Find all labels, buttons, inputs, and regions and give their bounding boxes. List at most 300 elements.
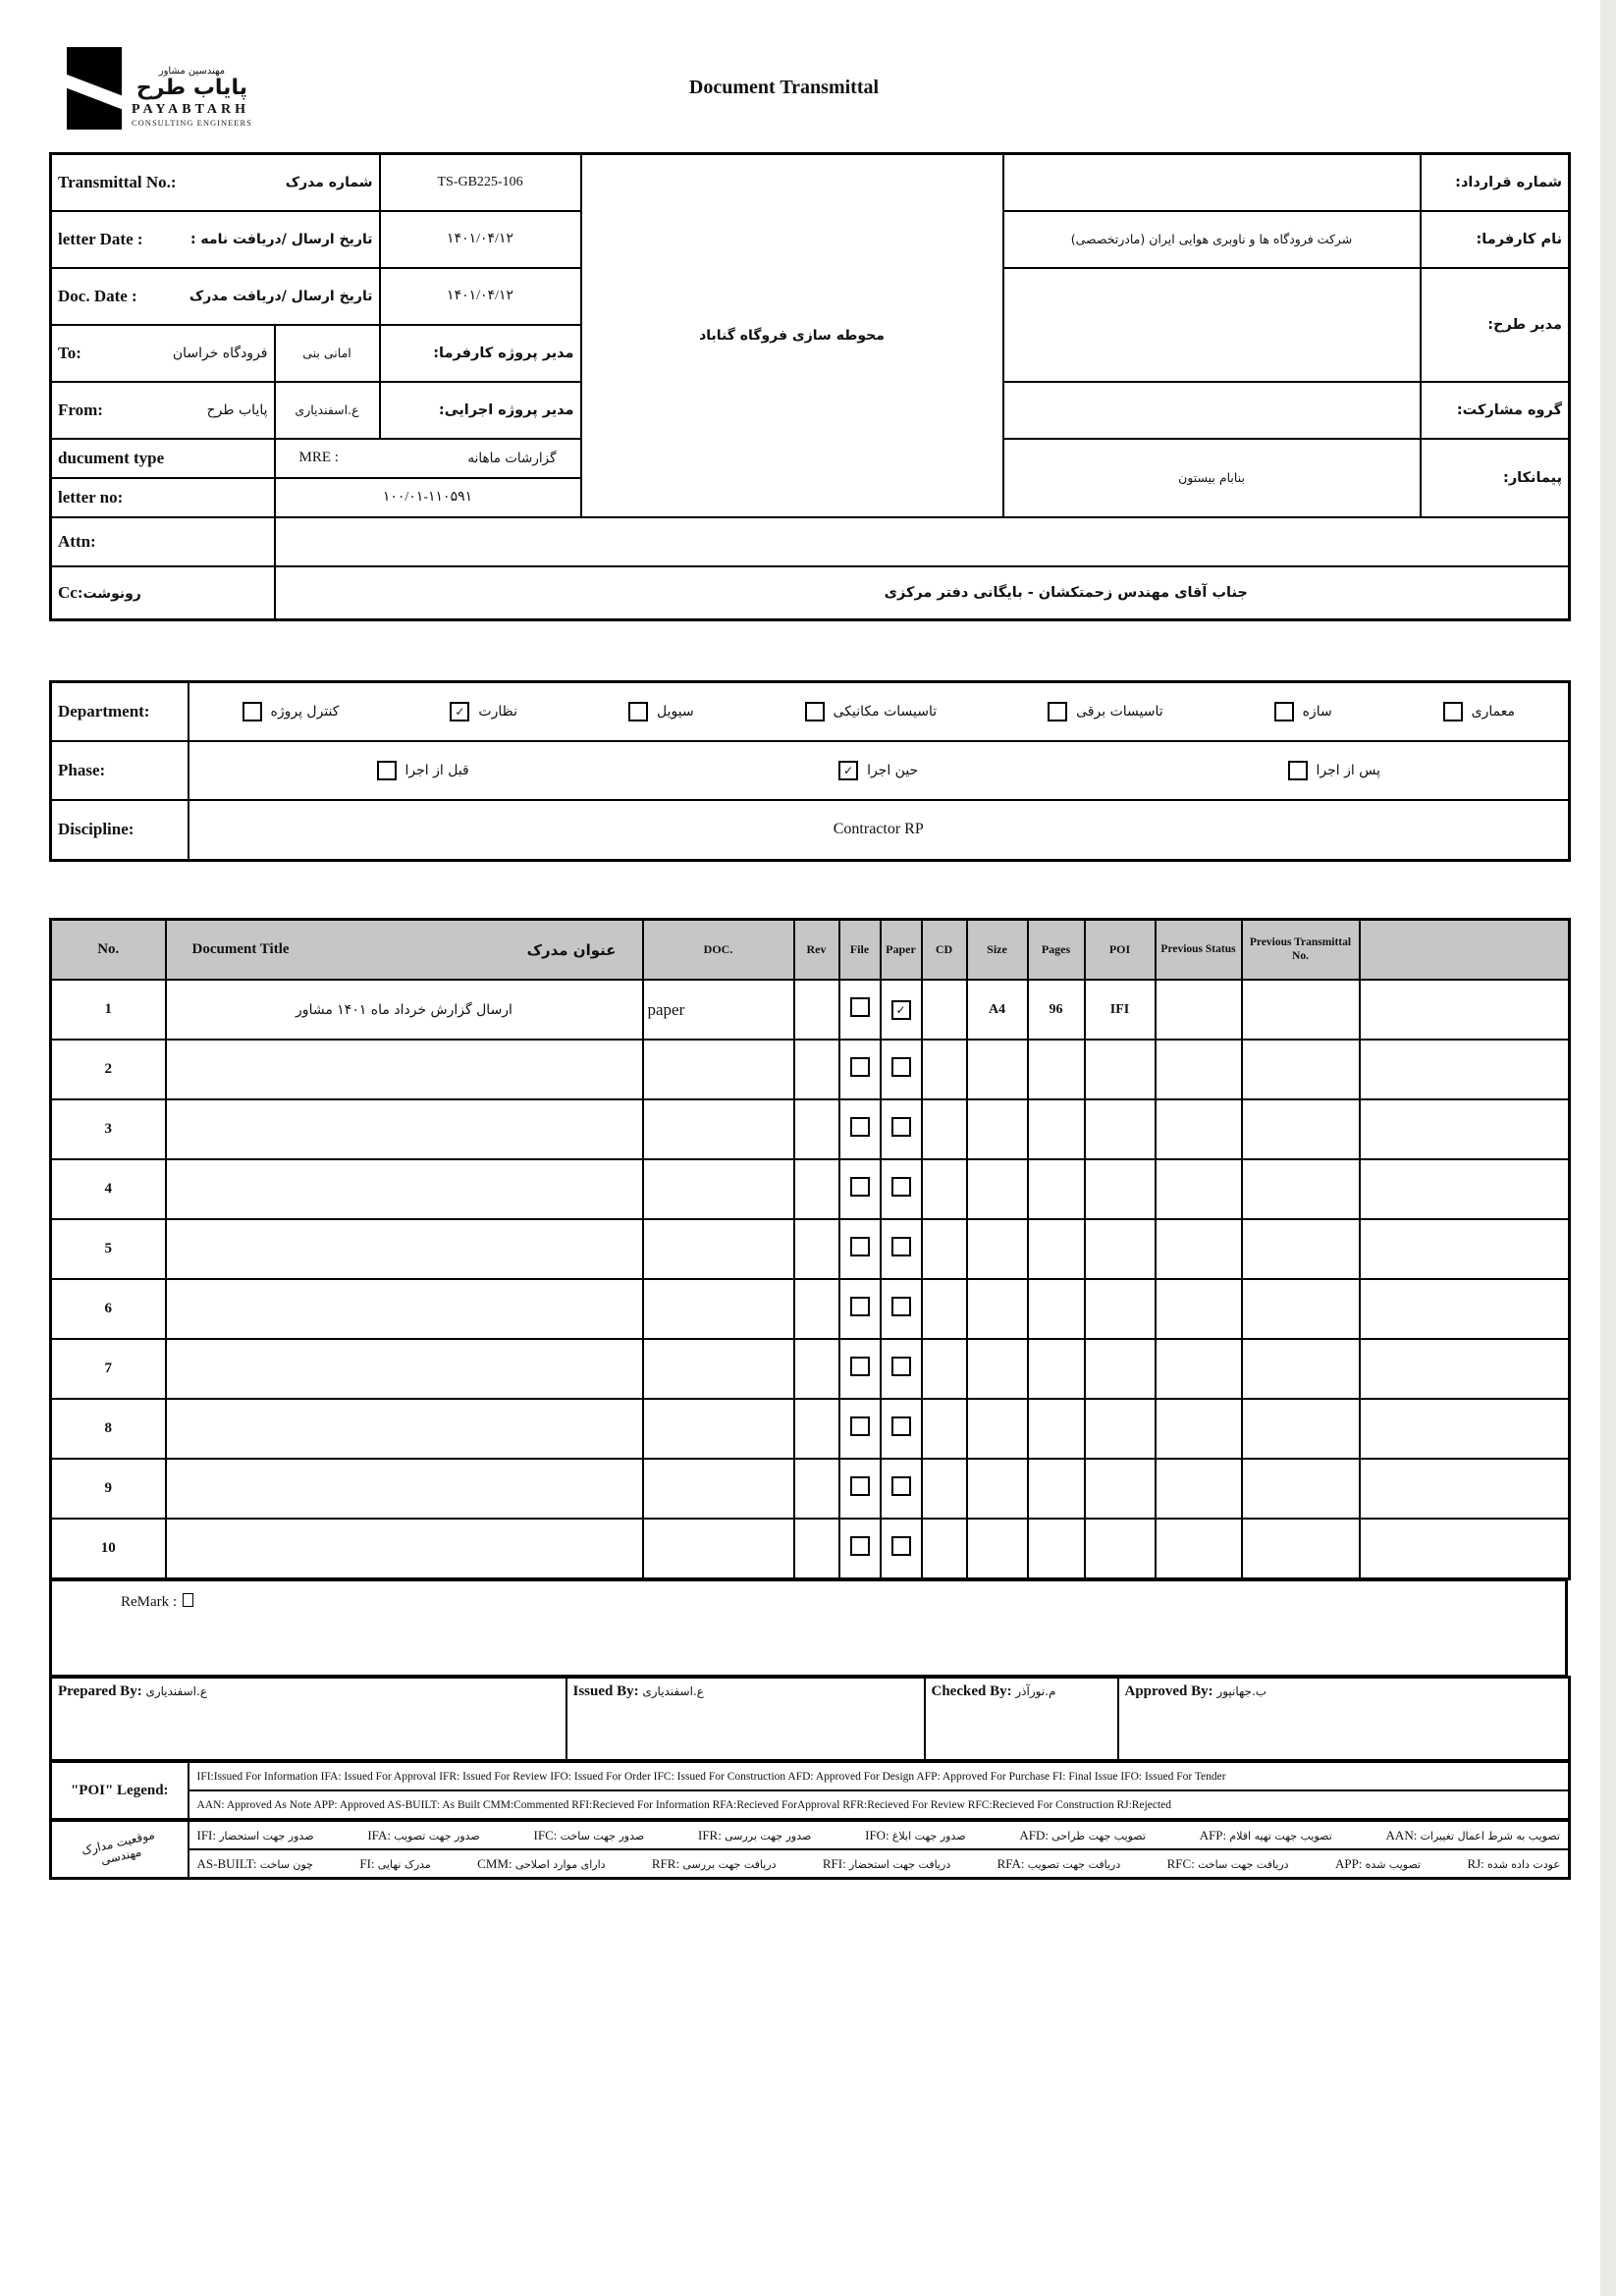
phase-label-cell [51, 741, 189, 800]
discipline-label: Discipline: [58, 820, 135, 839]
phase-option[interactable] [838, 761, 918, 780]
doc-cell-poi [1085, 1099, 1156, 1159]
department-options-cell [189, 682, 1570, 741]
doc-type-value-cell [275, 439, 581, 478]
doc-cell-no: 5 [51, 1219, 166, 1279]
doc-cell-no: 2 [51, 1040, 166, 1099]
fa-legend-item [1335, 1856, 1421, 1872]
fa-legend-item-text: صدور جهت تصویب [394, 1829, 480, 1842]
doc-cell-blank [1360, 1219, 1570, 1279]
doc-cell-no: 1 [51, 980, 166, 1040]
signatures-table [49, 1676, 1571, 1762]
fa-legend-item-code: AS-BUILT: [196, 1855, 260, 1871]
doc-cell-rev [794, 1099, 839, 1159]
doc-cell-pages [1028, 1459, 1085, 1519]
doc-cell-no: 7 [51, 1339, 166, 1399]
doc-cell-paper-checked-icon[interactable]: ✓ [891, 1000, 911, 1020]
letter-date-label-fa: تاریخ ارسال /دریافت نامه : [189, 231, 373, 247]
poi-legend-line-2: AAN: Approved As Note APP: Approved AS-BUILT: As Built CMM:Commented RFI:Recieved For Information RFA:Recieved ForApproval RFR:Recieved For Review RFC:Recieved For Construction RJ:Rejected [189, 1790, 1570, 1820]
fa-legend-item [698, 1828, 811, 1843]
col-header-doc: DOC. [643, 920, 794, 981]
doc-type-label: ducument type [58, 448, 165, 467]
client-name-value: شرکت فرودگاه ها و ناوبری هوایی ایران (مادرتخصصی) [1003, 211, 1421, 268]
cc-value: جناب آقای مهندس زحمتکشان - بایگانی دفتر مرکزی [275, 566, 1570, 620]
doc-cell-poi [1085, 1279, 1156, 1339]
doc-cell-prev-transmittal [1242, 1279, 1360, 1339]
doc-cell-prev-status [1156, 1099, 1242, 1159]
fa-legend-row-1-cell [189, 1821, 1570, 1850]
doc-cell-prev-transmittal [1242, 1459, 1360, 1519]
fa-legend-item-code: IFO: [865, 1827, 892, 1842]
doc-cell-title [166, 1519, 643, 1579]
fa-legend-item-text: صدور جهت بررسی [725, 1829, 812, 1842]
from-cell [51, 382, 275, 439]
doc-cell-poi [1085, 1159, 1156, 1219]
doc-cell-rev [794, 1399, 839, 1459]
doc-cell-prev-status [1156, 1159, 1242, 1219]
remark-label: ReMark : [121, 1594, 178, 1610]
doc-cell-prev-status [1156, 1040, 1242, 1099]
department-checkbox-icon[interactable] [1443, 702, 1463, 721]
doc-cell-file-icon[interactable] [850, 1057, 870, 1077]
doc-cell-size: A4 [967, 980, 1028, 1040]
doc-cell-file [839, 1279, 881, 1339]
fa-legend-item-code: RFA: [997, 1855, 1028, 1871]
doc-cell-rev [794, 1519, 839, 1579]
letter-no-label-cell [51, 478, 275, 517]
signature-cell [566, 1678, 925, 1761]
doc-cell-blank [1360, 1040, 1570, 1099]
department-label: Department: [58, 701, 150, 721]
doc-cell-blank [1360, 1099, 1570, 1159]
doc-cell-doc [643, 1099, 794, 1159]
doc-cell-no: 4 [51, 1159, 166, 1219]
jv-label: گروه مشارکت: [1421, 382, 1570, 439]
doc-cell-title [166, 1040, 643, 1099]
doc-cell-cd [922, 980, 967, 1040]
doc-cell-poi [1085, 1040, 1156, 1099]
doc-cell-paper-icon[interactable] [891, 1057, 911, 1077]
doc-cell-blank [1360, 1279, 1570, 1339]
to-label: To: [58, 343, 81, 362]
doc-cell-blank [1360, 980, 1570, 1040]
fa-legend-item-code: AFD: [1019, 1827, 1052, 1842]
doc-cell-paper [881, 1339, 922, 1399]
fa-legend-item [1200, 1828, 1332, 1843]
department-checkbox-checked-icon[interactable]: ✓ [450, 702, 469, 721]
doc-cell-cd [922, 1279, 967, 1339]
doc-cell-blank [1360, 1519, 1570, 1579]
doc-cell-title [166, 1219, 643, 1279]
transmittal-no-value: TS-GB225-106 [380, 154, 581, 211]
doc-cell-doc [643, 1519, 794, 1579]
phase-checkbox-row [195, 761, 1563, 780]
doc-cell-file-icon[interactable] [850, 1536, 870, 1556]
doc-cell-prev-transmittal [1242, 1099, 1360, 1159]
doc-cell-prev-transmittal [1242, 1519, 1360, 1579]
fa-legend-item-code: CMM: [477, 1855, 515, 1871]
doc-cell-doc [643, 1219, 794, 1279]
phase-option[interactable] [377, 761, 469, 780]
doc-cell-cd [922, 1459, 967, 1519]
department-label-cell [51, 682, 189, 741]
doc-cell-doc [643, 1399, 794, 1459]
poi-legend-line-1: IFI:Issued For Information IFA: Issued For Approval IFR: Issued For Review IFO: Issued For Order IFC: Issued For Construction AFD: Approved For Design AFP: Approved For Purchase FI: Final Issue IFO: Issued For Tender [189, 1762, 1570, 1791]
doc-cell-doc [643, 1159, 794, 1219]
doc-date-value: ۱۴۰۱/۰۴/۱۲ [380, 268, 581, 325]
doc-cell-blank [1360, 1159, 1570, 1219]
doc-cell-paper-icon[interactable] [891, 1357, 911, 1376]
attn-label-cell [51, 517, 275, 566]
fa-legend-item [197, 1856, 313, 1872]
doc-cell-size [967, 1099, 1028, 1159]
doc-cell-paper-icon[interactable] [891, 1536, 911, 1556]
doc-cell-pages [1028, 1519, 1085, 1579]
doc-cell-prev-status [1156, 1399, 1242, 1459]
doc-cell-cd [922, 1519, 967, 1579]
doc-cell-doc [643, 1279, 794, 1339]
doc-cell-prev-transmittal [1242, 1040, 1360, 1099]
fa-legend-row-2-cell [189, 1849, 1570, 1879]
to-value: فرودگاه خراسان [172, 345, 268, 361]
fa-legend-item [865, 1828, 965, 1843]
fa-legend-row-2 [197, 1856, 1561, 1872]
signature-cell [51, 1678, 566, 1761]
doc-cell-doc [643, 1459, 794, 1519]
phase-checkbox-icon[interactable] [377, 761, 397, 780]
poi-legend-table [49, 1760, 1571, 1821]
letter-date-label-cell [51, 211, 380, 268]
discipline-label-cell [51, 800, 189, 861]
doc-cell-prev-transmittal [1242, 1339, 1360, 1399]
signature-label: Approved By: [1124, 1683, 1217, 1699]
doc-cell-file-icon[interactable] [850, 1297, 870, 1316]
logo-name-en: PAYABTARH [132, 102, 250, 117]
signature-cell [1118, 1678, 1570, 1761]
doc-cell-pages [1028, 1399, 1085, 1459]
doc-cell-file-icon[interactable] [850, 1237, 870, 1256]
col-header-no: No. [51, 920, 166, 981]
department-checkbox-icon[interactable] [242, 702, 262, 721]
fa-legend-item [652, 1856, 777, 1872]
doc-cell-rev [794, 1040, 839, 1099]
department-option[interactable] [805, 702, 938, 721]
doc-cell-paper [881, 1399, 922, 1459]
fa-legend-item [823, 1856, 950, 1872]
doc-cell-no: 8 [51, 1399, 166, 1459]
phase-label: Phase: [58, 760, 106, 779]
col-header-prev-transmittal: Previous Transmittal No. [1242, 920, 1360, 981]
cc-label-cell [51, 566, 275, 620]
fa-legend-item-code: IFI: [196, 1827, 220, 1842]
doc-cell-file [839, 1099, 881, 1159]
fa-legend-item [367, 1828, 479, 1843]
doc-cell-file-icon[interactable] [850, 1416, 870, 1436]
doc-cell-poi [1085, 1459, 1156, 1519]
col-header-cd: CD [922, 920, 967, 981]
cc-label-en: Cc: [58, 582, 83, 602]
signature-label: Prepared By: [58, 1683, 146, 1699]
doc-cell-paper [881, 1519, 922, 1579]
doc-cell-doc [643, 1040, 794, 1099]
contractor-value: بنابام بیستون [1003, 439, 1421, 517]
doc-cell-pages [1028, 1339, 1085, 1399]
department-option[interactable] [628, 702, 694, 721]
doc-cell-paper-icon[interactable] [891, 1177, 911, 1197]
fa-legend-item-code: AAN: [1385, 1827, 1421, 1842]
doc-cell-title [166, 1399, 643, 1459]
doc-cell-poi [1085, 1339, 1156, 1399]
jv-value [1003, 382, 1421, 439]
doc-cell-prev-status [1156, 1219, 1242, 1279]
doc-cell-title [166, 1159, 643, 1219]
doc-cell-file-icon[interactable] [850, 1177, 870, 1197]
department-checkbox-row [195, 702, 1563, 721]
doc-date-label-en: Doc. Date : [58, 286, 137, 305]
logo-name-fa: پایاب طرح [135, 75, 247, 100]
department-checkbox-icon[interactable] [805, 702, 825, 721]
phase-option[interactable] [1288, 761, 1380, 780]
fa-legend-item-text: صدور جهت استحضار [219, 1829, 314, 1842]
doc-cell-prev-transmittal [1242, 980, 1360, 1040]
fa-legend-item [477, 1856, 605, 1872]
logo-subtitle-fa: مهندسین مشاور [158, 65, 226, 77]
doc-cell-pages [1028, 1099, 1085, 1159]
fa-legend-item-code: IFC: [533, 1827, 561, 1842]
doc-cell-pages: 96 [1028, 980, 1085, 1040]
letter-no-value: ۱۰۰/۰۱-۱۱۰۵۹۱ [275, 478, 581, 517]
department-option[interactable] [450, 702, 517, 721]
fa-legend-item-text: تصویب جهت طراحی [1051, 1829, 1146, 1842]
doc-table-row [51, 1459, 1570, 1519]
fa-legend-row-1 [197, 1828, 1561, 1843]
doc-cell-file [839, 1040, 881, 1099]
doc-cell-size [967, 1279, 1028, 1339]
doc-table-row [51, 1399, 1570, 1459]
doc-table-row [51, 1519, 1570, 1579]
doc-cell-paper-icon[interactable] [891, 1117, 911, 1137]
phase-option-label: قبل از اجرا [404, 762, 469, 778]
fa-legend-item-text: دریافت جهت ساخت [1198, 1857, 1289, 1871]
col-header-title [166, 920, 643, 981]
placeholder-box-icon [183, 1593, 193, 1607]
doc-cell-rev [794, 1219, 839, 1279]
col-header-file: File [839, 920, 881, 981]
department-option-label: سیویل [656, 703, 694, 720]
signature-label: Checked By: [931, 1683, 1016, 1699]
doc-table-row [51, 1159, 1570, 1219]
fa-legend-item [534, 1828, 645, 1843]
doc-cell-prev-status [1156, 1459, 1242, 1519]
doc-type-value-en: MRE : [298, 450, 339, 465]
client-pm-label: مدیر پروژه کارفرما: [380, 325, 581, 382]
fa-legend-item-text: چون ساخت [259, 1857, 313, 1871]
doc-cell-size [967, 1519, 1028, 1579]
letter-date-label-en: letter Date : [58, 229, 143, 248]
fa-legend-item-text: تصویب شده [1365, 1857, 1422, 1871]
signature-value: ب.جهانپور [1216, 1684, 1267, 1698]
doc-cell-poi [1085, 1519, 1156, 1579]
fa-legend-item-code: RFC: [1166, 1855, 1199, 1871]
doc-cell-rev [794, 1459, 839, 1519]
doc-cell-paper-icon[interactable] [891, 1416, 911, 1436]
poi-legend-label: "POI" Legend: [51, 1762, 189, 1820]
to-cell [51, 325, 275, 382]
classification-table [49, 680, 1571, 862]
fa-legend-item-code: FI: [359, 1855, 378, 1871]
attn-value-cell [275, 517, 1570, 566]
doc-cell-file-icon[interactable] [850, 1476, 870, 1496]
department-option-label: سازه [1302, 703, 1332, 720]
doc-cell-blank [1360, 1399, 1570, 1459]
col-header-size: Size [967, 920, 1028, 981]
letter-date-value: ۱۴۰۱/۰۴/۱۲ [380, 211, 581, 268]
doc-cell-title: ارسال گزارش خرداد ماه ۱۴۰۱ مشاور [166, 980, 643, 1040]
documents-section [49, 918, 1568, 1880]
doc-type-label-cell [51, 439, 275, 478]
remark-box [49, 1578, 1568, 1678]
col-header-pages: Pages [1028, 920, 1085, 981]
signature-value: ع.اسفندیاری [642, 1684, 704, 1698]
fa-legend-label: موقعیت مدارک مهندسی [51, 1821, 189, 1879]
doc-cell-cd [922, 1159, 967, 1219]
doc-cell-cd [922, 1339, 967, 1399]
signatures-row [51, 1678, 1570, 1761]
doc-cell-prev-status [1156, 1279, 1242, 1339]
fa-legend-item-text: دریافت جهت تصویب [1027, 1857, 1121, 1871]
doc-cell-cd [922, 1040, 967, 1099]
department-option[interactable] [1443, 702, 1515, 721]
doc-cell-file [839, 1159, 881, 1219]
fa-legend-item [1386, 1828, 1560, 1843]
signature-value: م.نورآذر [1015, 1684, 1056, 1698]
doc-cell-paper-icon[interactable] [891, 1237, 911, 1256]
fa-legend-item-code: RFR: [651, 1855, 683, 1871]
transmittal-no-label-fa: شماره مدرک [285, 174, 373, 190]
doc-cell-prev-status [1156, 1339, 1242, 1399]
fa-legend-item-text: تصویب جهت تهیه اقلام [1229, 1829, 1332, 1842]
doc-cell-pages [1028, 1279, 1085, 1339]
scan-edge-shadow [1600, 0, 1616, 2296]
fa-legend-item-code: AFP: [1199, 1827, 1230, 1842]
doc-cell-title [166, 1339, 643, 1399]
doc-cell-paper-icon[interactable] [891, 1476, 911, 1496]
exec-pm-label: مدیر پروژه اجرایی: [380, 382, 581, 439]
fa-legend-item [997, 1856, 1121, 1872]
department-option-label: معماری [1471, 703, 1515, 720]
col-header-title-fa: عنوان مدرک [526, 940, 617, 959]
doc-cell-paper-icon[interactable] [891, 1297, 911, 1316]
phase-checkbox-checked-icon[interactable]: ✓ [838, 761, 858, 780]
fa-legend-item-text: دریافت جهت بررسی [682, 1857, 777, 1871]
doc-cell-prev-status [1156, 980, 1242, 1040]
fa-legend-item-text: دارای موارد اصلاحی [514, 1857, 606, 1871]
doc-cell-file [839, 1519, 881, 1579]
doc-cell-rev [794, 1279, 839, 1339]
doc-cell-file [839, 1339, 881, 1399]
doc-cell-paper [881, 1040, 922, 1099]
doc-cell-file-icon[interactable] [850, 997, 870, 1017]
doc-cell-rev [794, 1159, 839, 1219]
transmittal-header-table [49, 152, 1571, 621]
department-option-label: نظارت [478, 703, 518, 720]
doc-cell-paper [881, 1159, 922, 1219]
logo-subtitle-en: CONSULTING ENGINEERS [132, 118, 252, 128]
phase-option-label: پس از اجرا [1316, 762, 1380, 778]
doc-cell-rev [794, 1339, 839, 1399]
doc-cell-size [967, 1339, 1028, 1399]
doc-cell-title [166, 1279, 643, 1339]
fa-legend-item [1467, 1856, 1559, 1872]
project-title-cell: محوطه سازی فروگاه گناباد [581, 154, 1003, 517]
doc-cell-file-icon[interactable] [850, 1117, 870, 1137]
fa-legend-table [49, 1819, 1571, 1880]
phase-option-label: حین اجرا [867, 762, 919, 778]
client-pm-value: امانی بنی [275, 325, 380, 382]
doc-table-row [51, 1339, 1570, 1399]
fa-legend-item-code: IFA: [367, 1827, 395, 1842]
department-checkbox-icon[interactable] [1274, 702, 1294, 721]
doc-table-row [51, 1279, 1570, 1339]
department-checkbox-icon[interactable] [628, 702, 648, 721]
department-option[interactable] [1274, 702, 1332, 721]
fa-legend-item [359, 1856, 430, 1872]
doc-cell-file [839, 1459, 881, 1519]
signature-label: Issued By: [572, 1683, 643, 1699]
fa-legend-item-text: صدور جهت ساخت [560, 1829, 645, 1842]
doc-table-row [51, 1040, 1570, 1099]
department-option[interactable] [242, 702, 340, 721]
doc-cell-cd [922, 1219, 967, 1279]
doc-cell-prev-status [1156, 1519, 1242, 1579]
exec-pm-value: ع.اسفندیاری [275, 382, 380, 439]
doc-cell-title [166, 1099, 643, 1159]
doc-cell-cd [922, 1399, 967, 1459]
department-option-label: کنترل پروژه [270, 703, 340, 720]
doc-cell-no: 6 [51, 1279, 166, 1339]
department-checkbox-icon[interactable] [1048, 702, 1067, 721]
department-option[interactable] [1048, 702, 1162, 721]
phase-options-cell [189, 741, 1570, 800]
documents-table [49, 918, 1571, 1580]
letter-no-label: letter no: [58, 487, 124, 507]
fa-legend-item-code: RJ: [1467, 1855, 1488, 1871]
doc-cell-poi: IFI [1085, 980, 1156, 1040]
contractor-label: پیمانکار: [1421, 439, 1570, 517]
doc-cell-rev [794, 980, 839, 1040]
doc-cell-file-icon[interactable] [850, 1357, 870, 1376]
doc-cell-no: 9 [51, 1459, 166, 1519]
col-header-title-en: Document Title [191, 941, 290, 957]
contract-no-label: شماره قرارداد: [1421, 154, 1570, 211]
doc-table-body [51, 980, 1570, 1579]
doc-cell-paper [881, 1099, 922, 1159]
transmittal-no-label-en: Transmittal No.: [58, 172, 177, 191]
client-name-label: نام کارفرما: [1421, 211, 1570, 268]
col-header-blank [1360, 920, 1570, 981]
cc-label-fa: رونوشت [82, 585, 141, 602]
doc-cell-file [839, 1219, 881, 1279]
fa-legend-item-code: APP: [1334, 1855, 1366, 1871]
fa-legend-item-code: RFI: [822, 1855, 849, 1871]
doc-cell-title [166, 1459, 643, 1519]
phase-checkbox-icon[interactable] [1288, 761, 1308, 780]
fa-legend-item-text: مدرک نهایی [377, 1857, 431, 1871]
col-header-poi: POI [1085, 920, 1156, 981]
signature-cell [925, 1678, 1118, 1761]
doc-cell-no: 10 [51, 1519, 166, 1579]
col-header-paper: Paper [881, 920, 922, 981]
